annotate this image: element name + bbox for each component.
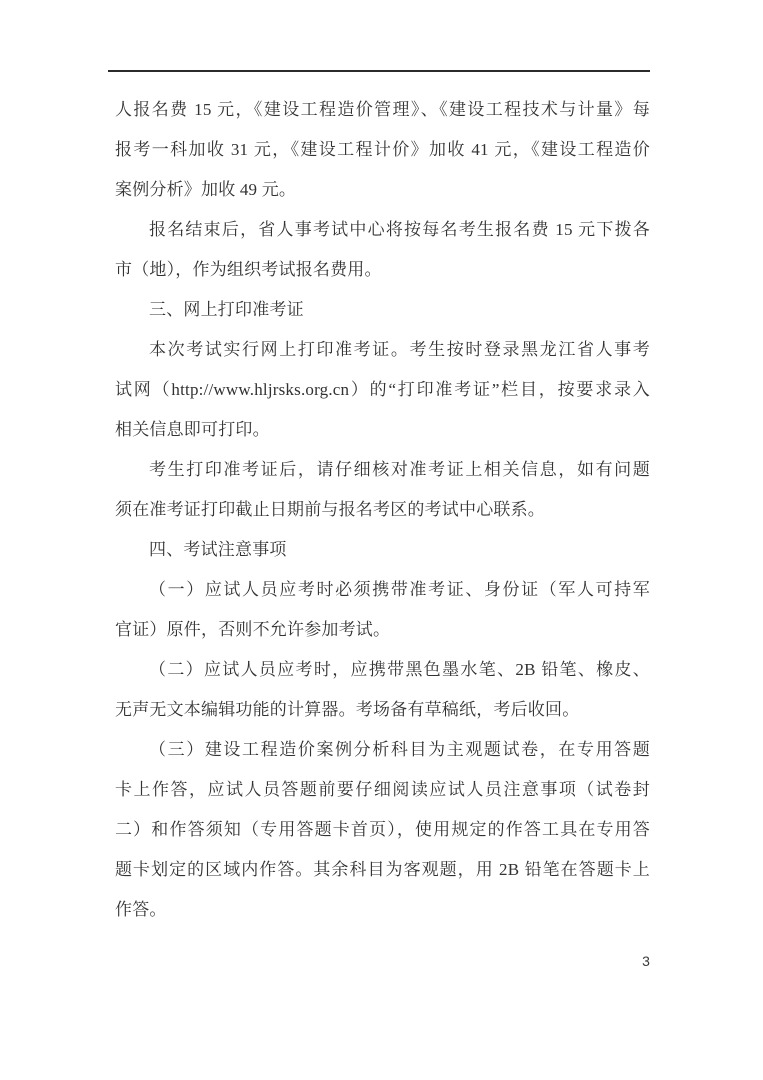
text-line: 试网（http://www.hljrsks.org.cn）的“打印准考证”栏目，按要求录入: [115, 380, 650, 399]
text-line: （二）应试人员应考时，应携带黑色墨水笔、2B 铅笔、橡皮、: [149, 660, 650, 679]
text-line: 卡上作答，应试人员答题前要仔细阅读应试人员注意事项（试卷封: [115, 780, 650, 799]
section-heading-three: [115, 290, 650, 330]
text-line: 本次考试实行网上打印准考证。考生按时登录黑龙江省人事考: [149, 340, 650, 359]
text-line: 市（地），作为组织考试报名费用。: [115, 260, 382, 279]
section-heading-text: 三、网上打印准考证: [149, 300, 304, 319]
paragraph-fee-continuation: [115, 90, 650, 210]
text-line: （三）建设工程造价案例分析科目为主观题试卷，在专用答题: [149, 740, 650, 759]
text-line: 二）和作答须知（专用答题卡首页），使用规定的作答工具在专用答: [115, 820, 650, 839]
text-line: 题卡划定的区域内作答。其余科目为客观题，用 2B 铅笔在答题卡上: [115, 860, 650, 879]
text-line: （一）应试人员应考时必须携带准考证、身份证（军人可持军: [149, 580, 650, 599]
paragraph-note-one: [115, 570, 650, 650]
text-line: 须在准考证打印截止日期前与报名考区的考试中心联系。: [115, 500, 545, 519]
section-heading-text: 四、考试注意事项: [149, 540, 287, 559]
page-number: 3: [642, 953, 650, 969]
paragraph-print-admission-ticket: [115, 330, 650, 450]
text-line: 报名结束后，省人事考试中心将按每名考生报名费 15 元下拨各: [149, 220, 650, 239]
text-line: 考生打印准考证后，请仔细核对准考证上相关信息，如有问题: [149, 460, 650, 479]
text-line: 案例分析》加收 49 元。: [115, 180, 297, 199]
text-line: 无声无文本编辑功能的计算器。考场备有草稿纸，考后收回。: [115, 700, 580, 719]
text-line: 人报名费 15 元，《建设工程造价管理》、《建设工程技术与计量》每: [115, 100, 650, 119]
paragraph-fee-allocation: [115, 210, 650, 290]
document-body: [115, 90, 650, 930]
section-heading-four: [115, 530, 650, 570]
paragraph-note-two: [115, 650, 650, 730]
text-line: 报考一科加收 31 元，《建设工程计价》加收 41 元，《建设工程造价: [115, 140, 650, 159]
header-separator-line: [108, 70, 650, 72]
text-line: 作答。: [115, 900, 167, 919]
text-line: 官证）原件，否则不允许参加考试。: [115, 620, 391, 639]
paragraph-note-three: [115, 730, 650, 930]
text-line: 相关信息即可打印。: [115, 420, 270, 439]
paragraph-verify-ticket-info: [115, 450, 650, 530]
